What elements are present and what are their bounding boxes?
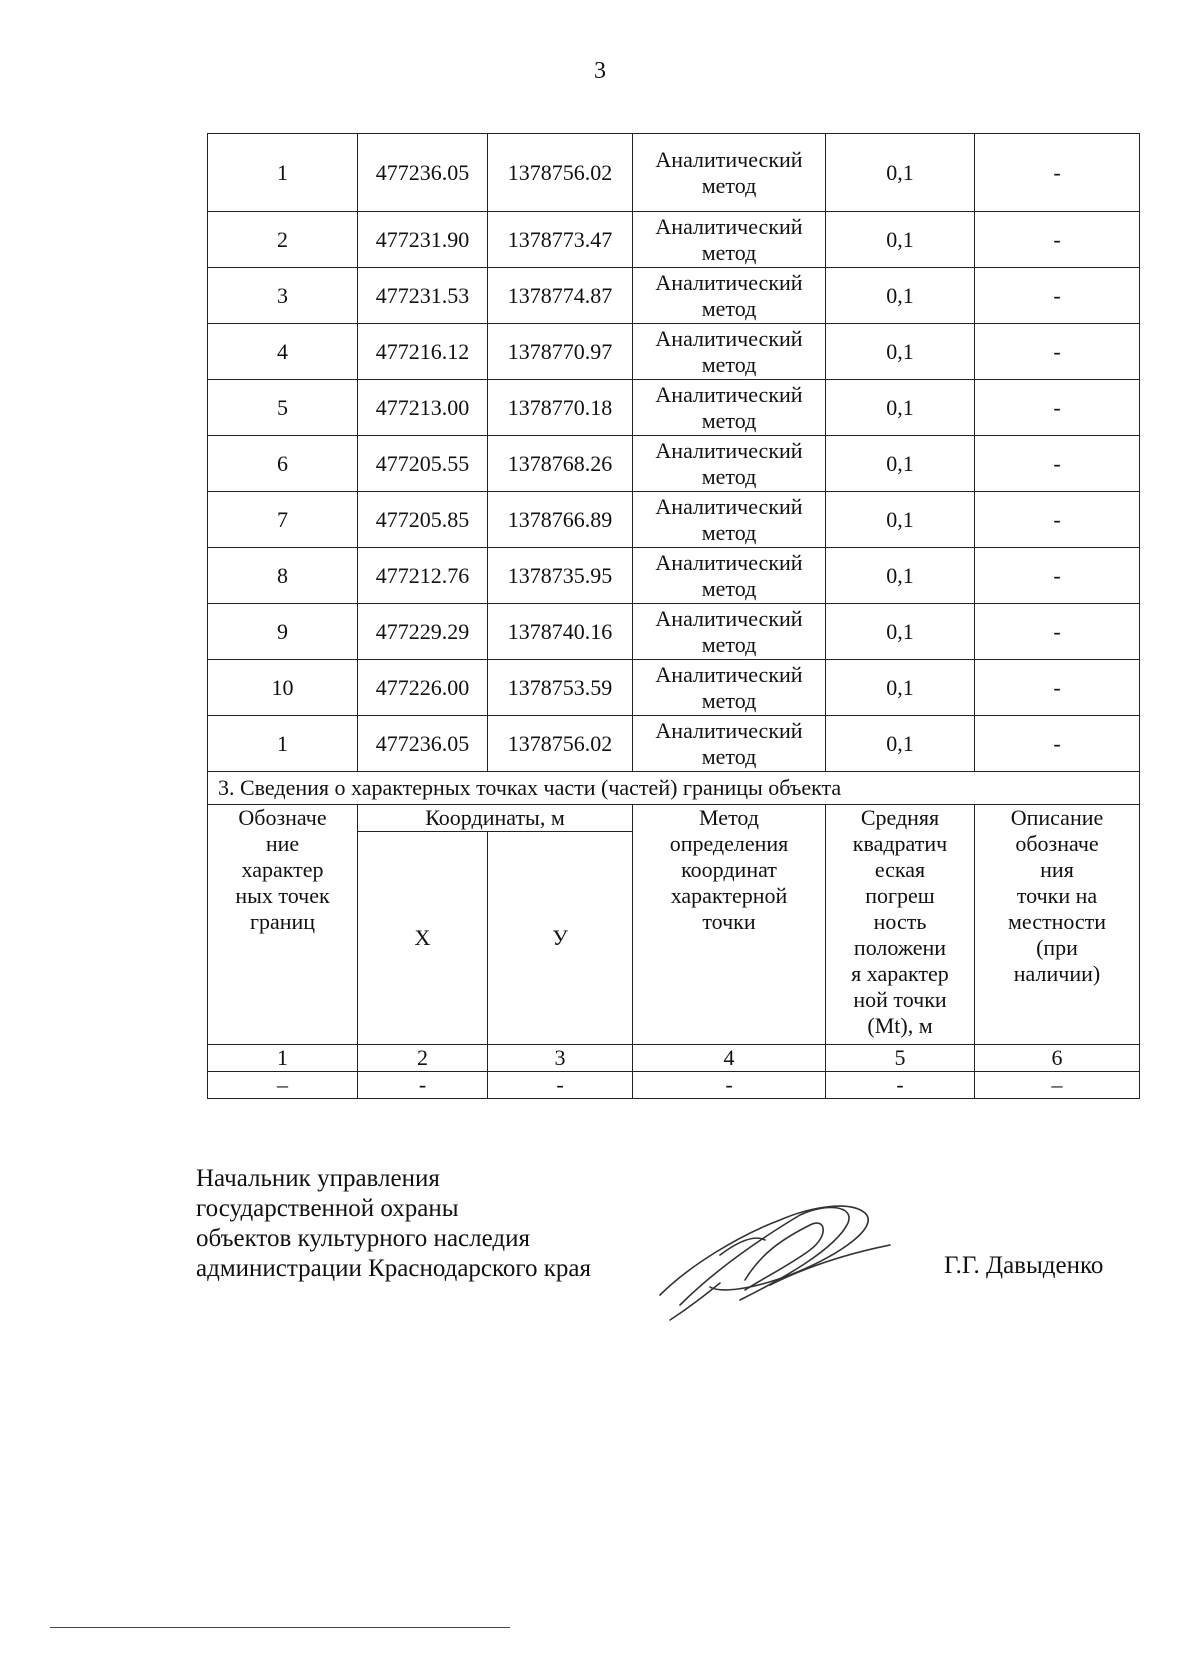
signer-title-line: администрации Краснодарского края bbox=[196, 1255, 592, 1282]
coord-y-cell: 1378770.97 bbox=[488, 324, 633, 380]
accuracy-cell: 0,1 bbox=[826, 134, 975, 212]
method-line: метод bbox=[701, 295, 757, 321]
point-number-cell: 3 bbox=[208, 268, 358, 324]
section-3 bbox=[208, 772, 1140, 1099]
method-line: метод bbox=[701, 575, 757, 601]
accuracy-cell: 0,1 bbox=[826, 380, 975, 436]
method-line: метод bbox=[701, 172, 757, 198]
method-line: Аналитический bbox=[655, 437, 803, 463]
coord-x-cell: 477229.29 bbox=[358, 604, 488, 660]
method-line: метод bbox=[701, 239, 757, 265]
point-row bbox=[208, 436, 1140, 492]
coord-y-cell: 1378766.89 bbox=[488, 492, 633, 548]
point-number-cell: 10 bbox=[208, 660, 358, 716]
point-number-cell: 5 bbox=[208, 380, 358, 436]
method-line: Аналитический bbox=[655, 213, 803, 239]
coord-x-cell: 477231.90 bbox=[358, 212, 488, 268]
method-line: метод bbox=[701, 351, 757, 377]
header-coordinates: Координаты, м bbox=[358, 805, 633, 832]
method-line: Аналитический bbox=[655, 146, 803, 172]
coord-x-cell: 477236.05 bbox=[358, 716, 488, 772]
accuracy-cell: 0,1 bbox=[826, 324, 975, 380]
coord-y-cell: 1378735.95 bbox=[488, 548, 633, 604]
empty-cell: - bbox=[826, 1072, 975, 1099]
method-line: Аналитический bbox=[655, 717, 803, 743]
method-line: Аналитический bbox=[655, 381, 803, 407]
empty-row bbox=[208, 1072, 1140, 1099]
empty-cell: - bbox=[488, 1072, 633, 1099]
method-line: метод bbox=[701, 407, 757, 433]
coord-x-cell: 477226.00 bbox=[358, 660, 488, 716]
coord-y-cell: 1378740.16 bbox=[488, 604, 633, 660]
coord-y-cell: 1378756.02 bbox=[488, 716, 633, 772]
header-point-designation: Обозначе ние характер ных точек границ bbox=[208, 805, 358, 1045]
method-line: Аналитический bbox=[655, 549, 803, 575]
point-number-cell: 9 bbox=[208, 604, 358, 660]
coord-x-cell: 477205.85 bbox=[358, 492, 488, 548]
description-cell: - bbox=[975, 268, 1140, 324]
signer-title bbox=[196, 1164, 591, 1284]
method-cell bbox=[633, 492, 826, 548]
coord-y-cell: 1378770.18 bbox=[488, 380, 633, 436]
column-number: 2 bbox=[358, 1045, 488, 1072]
method-cell bbox=[633, 134, 826, 212]
point-number-cell: 8 bbox=[208, 548, 358, 604]
accuracy-cell: 0,1 bbox=[826, 492, 975, 548]
description-cell: - bbox=[975, 436, 1140, 492]
description-cell: - bbox=[975, 492, 1140, 548]
signer-title-line: объектов культурного наследия bbox=[196, 1225, 530, 1252]
method-cell bbox=[633, 660, 826, 716]
signer-title-line: государственной охраны bbox=[196, 1195, 459, 1222]
signer-title-line: Начальник управления bbox=[196, 1165, 440, 1192]
description-cell: - bbox=[975, 212, 1140, 268]
description-cell: - bbox=[975, 324, 1140, 380]
coord-x-cell: 477205.55 bbox=[358, 436, 488, 492]
coord-x-cell: 477212.76 bbox=[358, 548, 488, 604]
empty-cell: – bbox=[208, 1072, 358, 1099]
method-line: метод bbox=[701, 743, 757, 769]
column-numbers-row bbox=[208, 1045, 1140, 1072]
point-row bbox=[208, 548, 1140, 604]
point-row bbox=[208, 134, 1140, 212]
method-line: Аналитический bbox=[655, 605, 803, 631]
method-cell bbox=[633, 212, 826, 268]
method-cell bbox=[633, 716, 826, 772]
accuracy-cell: 0,1 bbox=[826, 268, 975, 324]
coord-y-cell: 1378753.59 bbox=[488, 660, 633, 716]
method-cell bbox=[633, 604, 826, 660]
point-row bbox=[208, 324, 1140, 380]
header-y: У bbox=[488, 832, 633, 1045]
method-line: метод bbox=[701, 687, 757, 713]
coordinates-table bbox=[207, 133, 1140, 1099]
coord-y-cell: 1378773.47 bbox=[488, 212, 633, 268]
page-number: 3 bbox=[594, 58, 606, 84]
column-number: 4 bbox=[633, 1045, 826, 1072]
header-description: Описание обозначе ния точки на местности (при наличии) bbox=[975, 805, 1140, 1045]
description-cell: - bbox=[975, 604, 1140, 660]
method-cell bbox=[633, 268, 826, 324]
point-row bbox=[208, 604, 1140, 660]
method-cell bbox=[633, 324, 826, 380]
accuracy-cell: 0,1 bbox=[826, 548, 975, 604]
accuracy-cell: 0,1 bbox=[826, 660, 975, 716]
description-cell: - bbox=[975, 134, 1140, 212]
empty-cell: - bbox=[633, 1072, 826, 1099]
empty-cell: - bbox=[358, 1072, 488, 1099]
column-number: 3 bbox=[488, 1045, 633, 1072]
section-3-title: 3. Сведения о характерных точках части (частей) границы объекта bbox=[208, 772, 1140, 805]
coord-y-cell: 1378774.87 bbox=[488, 268, 633, 324]
accuracy-cell: 0,1 bbox=[826, 604, 975, 660]
method-line: метод bbox=[701, 519, 757, 545]
method-line: метод bbox=[701, 463, 757, 489]
point-number-cell: 2 bbox=[208, 212, 358, 268]
handwritten-signature bbox=[650, 1195, 910, 1325]
point-number-cell: 1 bbox=[208, 134, 358, 212]
point-number-cell: 4 bbox=[208, 324, 358, 380]
empty-cell: – bbox=[975, 1072, 1140, 1099]
header-x: Х bbox=[358, 832, 488, 1045]
point-row bbox=[208, 212, 1140, 268]
point-number-cell: 7 bbox=[208, 492, 358, 548]
signer-name: Г.Г. Давыденко bbox=[944, 1252, 1104, 1279]
accuracy-cell: 0,1 bbox=[826, 716, 975, 772]
accuracy-cell: 0,1 bbox=[826, 212, 975, 268]
coord-x-cell: 477236.05 bbox=[358, 134, 488, 212]
coord-y-cell: 1378768.26 bbox=[488, 436, 633, 492]
method-line: Аналитический bbox=[655, 661, 803, 687]
method-line: Аналитический bbox=[655, 269, 803, 295]
point-number-cell: 1 bbox=[208, 716, 358, 772]
accuracy-cell: 0,1 bbox=[826, 436, 975, 492]
header-accuracy: Средняя квадратич еская погреш ность положени я характер ной точки (Mt), м bbox=[826, 805, 975, 1045]
method-cell bbox=[633, 548, 826, 604]
footer-divider bbox=[50, 1627, 510, 1628]
coord-x-cell: 477216.12 bbox=[358, 324, 488, 380]
column-number: 6 bbox=[975, 1045, 1140, 1072]
point-row bbox=[208, 380, 1140, 436]
point-row bbox=[208, 268, 1140, 324]
column-number: 1 bbox=[208, 1045, 358, 1072]
coord-x-cell: 477231.53 bbox=[358, 268, 488, 324]
method-line: метод bbox=[701, 631, 757, 657]
coord-x-cell: 477213.00 bbox=[358, 380, 488, 436]
description-cell: - bbox=[975, 380, 1140, 436]
points-rows bbox=[208, 134, 1140, 772]
description-cell: - bbox=[975, 548, 1140, 604]
method-cell bbox=[633, 380, 826, 436]
point-row bbox=[208, 716, 1140, 772]
method-line: Аналитический bbox=[655, 493, 803, 519]
coord-y-cell: 1378756.02 bbox=[488, 134, 633, 212]
column-number: 5 bbox=[826, 1045, 975, 1072]
method-cell bbox=[633, 436, 826, 492]
description-cell: - bbox=[975, 660, 1140, 716]
method-line: Аналитический bbox=[655, 325, 803, 351]
header-method: Метод определения координат характерной точки bbox=[633, 805, 826, 1045]
point-row bbox=[208, 660, 1140, 716]
point-number-cell: 6 bbox=[208, 436, 358, 492]
description-cell: - bbox=[975, 716, 1140, 772]
point-row bbox=[208, 492, 1140, 548]
